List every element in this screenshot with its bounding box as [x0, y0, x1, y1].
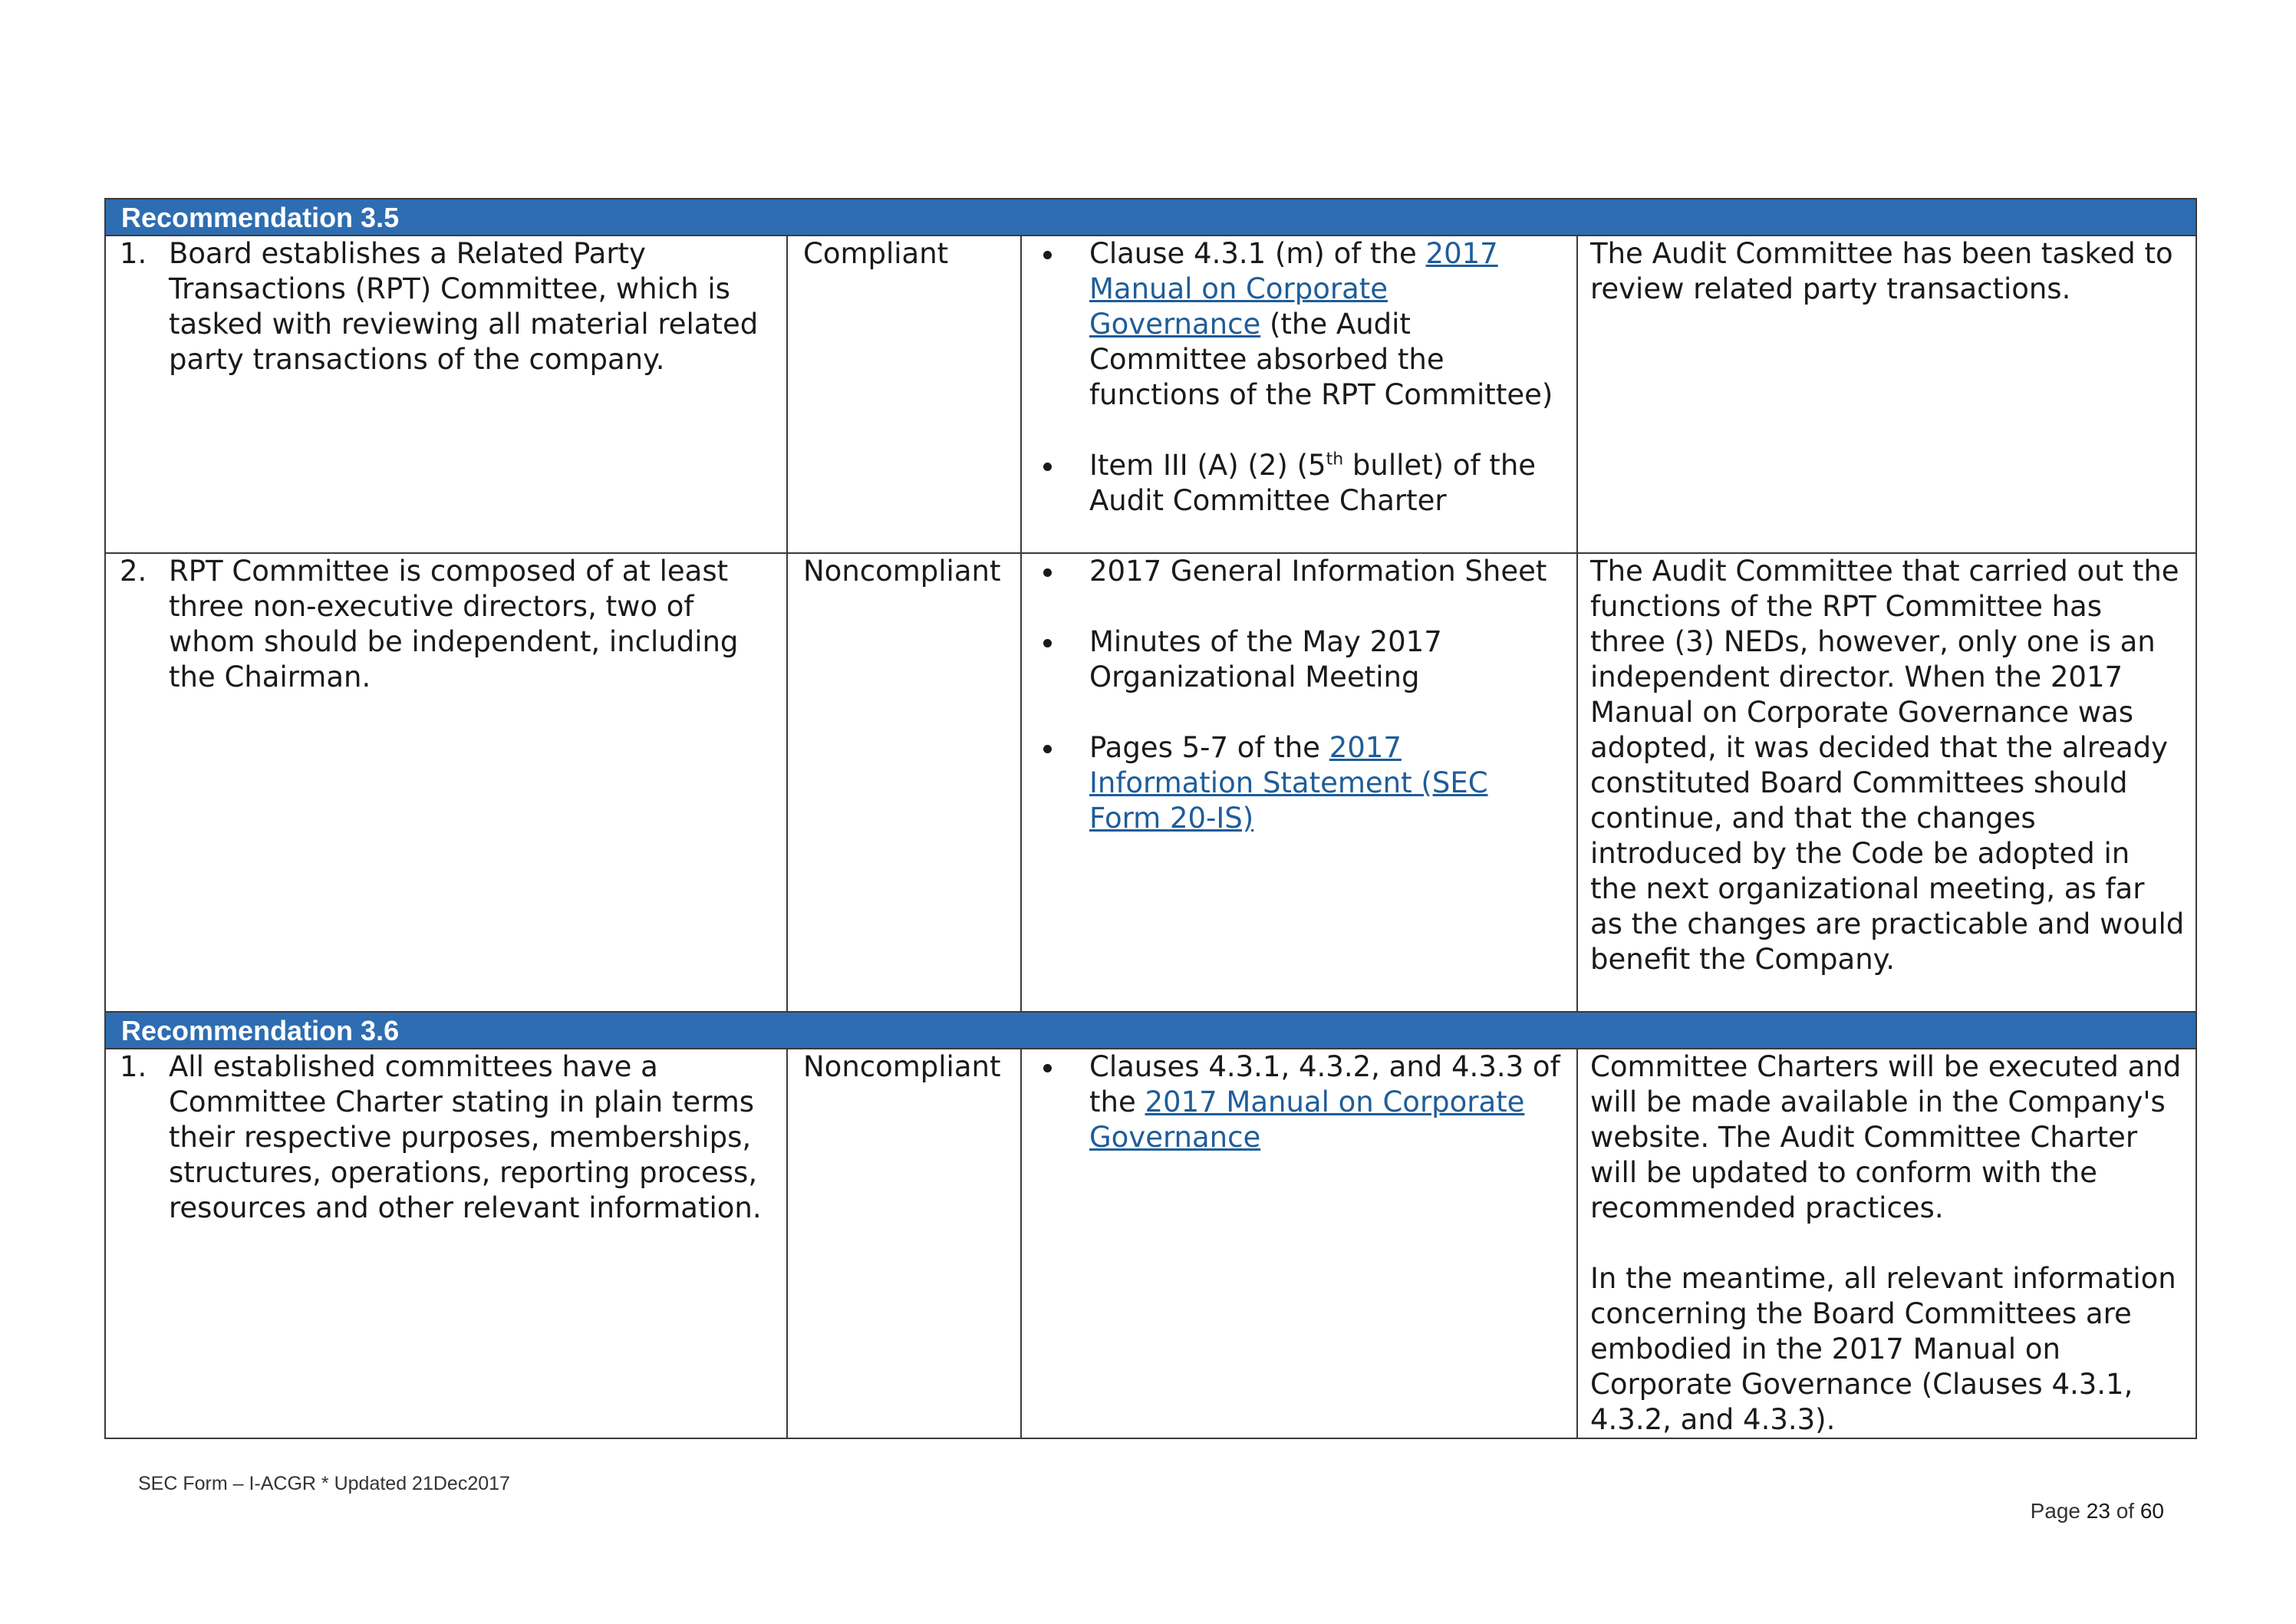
manual-link[interactable]: 2017 Manual on Corporate Governance — [1089, 1085, 1525, 1154]
information-statement-link[interactable]: 2017 Information Statement (SEC Form 20-IS) — [1089, 731, 1488, 835]
evidence-item: Pages 5-7 of the 2017 Information Statement (SEC Form 20-IS) — [1034, 730, 1566, 836]
remark-paragraph: Committee Charters will be executed and will be made available in the Company's website. The Audit Committee Charter will be updated to conform with the recommended practices. — [1590, 1050, 2182, 1224]
evidence-item: Clauses 4.3.1, 4.3.2, and 4.3.3 of the 2017 Manual on Corporate Governance — [1034, 1049, 1566, 1155]
remark-paragraph: The Audit Committee that carried out the functions of the RPT Committee has three (3) NEDs, however, only one is an independent director. When the 2017 Manual on Corporate Governance was adopted, it was decided that the already constituted Board Committees should continue, and that the changes introduced by the Code be adopted in the next organizational meeting, as far as the changes are practicable and would benefit the Company. — [1590, 555, 2185, 976]
item-number: 2. — [120, 555, 147, 588]
recommendation-text: All established committees have a Committee Charter stating in plain terms their respective purposes, memberships, structures, operations, reporting process, resources and other relevant information. — [169, 1050, 762, 1224]
footer-form-label: SEC Form – I-ACGR * Updated 21Dec2017 — [138, 1473, 510, 1494]
evidence-cell — [1021, 236, 1577, 553]
evidence-item: 2017 General Information Sheet — [1034, 554, 1566, 589]
recommendations-table — [104, 198, 2197, 1439]
section-heading: Recommendation 3.5 — [105, 199, 2196, 236]
remark-paragraph: In the meantime, all relevant information concerning the Board Committees are embodied in the 2017 Manual on Corporate Governance (Clauses 4.3.1, 4.3.2, and 4.3.3). — [1590, 1262, 2176, 1436]
evidence-cell — [1021, 553, 1577, 1012]
table-row — [105, 236, 2196, 553]
evidence-item: Minutes of the May 2017 Organizational Meeting — [1034, 624, 1566, 695]
recommendation-text: Board establishes a Related Party Transactions (RPT) Committee, which is tasked with reviewing all material related party transactions of the company. — [169, 237, 759, 376]
recommendation-cell — [105, 553, 787, 1012]
page-number: Page 23 of 60 — [2030, 1499, 2164, 1523]
remarks-cell — [1577, 1049, 2196, 1438]
remarks-cell — [1577, 236, 2196, 553]
table-row — [105, 1049, 2196, 1438]
remark-paragraph: The Audit Committee has been tasked to review related party transactions. — [1590, 237, 2173, 305]
evidence-item: Item III (A) (2) (5th bullet) of the Audit Committee Charter — [1034, 448, 1566, 519]
evidence-item: Clause 4.3.1 (m) of the 2017 Manual on Corporate Governance (the Audit Committee absorbed the functions of the RPT Committee) — [1034, 236, 1566, 413]
remarks-cell — [1577, 553, 2196, 1012]
status-cell: Noncompliant — [787, 1049, 1021, 1438]
recommendation-cell — [105, 1049, 787, 1438]
section-header-row — [105, 199, 2196, 236]
evidence-cell — [1021, 1049, 1577, 1438]
section-header-row — [105, 1012, 2196, 1049]
manual-link[interactable]: 2017 Manual on Corporate Governance — [1089, 237, 1498, 341]
table-row — [105, 553, 2196, 1012]
section-heading: Recommendation 3.6 — [105, 1012, 2196, 1049]
item-number: 1. — [120, 1050, 147, 1083]
recommendation-text: RPT Committee is composed of at least three non-executive directors, two of whom should be independent, including the Chairman. — [169, 555, 739, 693]
superscript: th — [1326, 450, 1344, 469]
recommendation-cell — [105, 236, 787, 553]
item-number: 1. — [120, 237, 147, 270]
status-cell: Compliant — [787, 236, 1021, 553]
status-cell: Noncompliant — [787, 553, 1021, 1012]
